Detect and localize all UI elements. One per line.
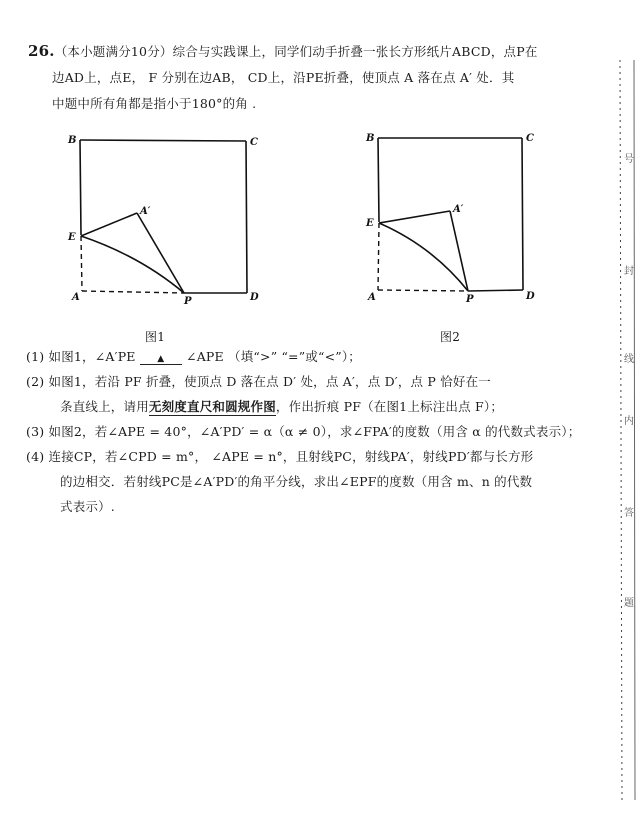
fig2-dashed-AP bbox=[378, 290, 468, 291]
fig1-dashed-AP bbox=[82, 291, 184, 293]
fig2-label-B: B bbox=[366, 133, 375, 144]
fig2-dashed-EA bbox=[378, 223, 379, 290]
q4-number: (4) bbox=[26, 449, 45, 464]
fig2-fold-EA1 bbox=[379, 211, 450, 223]
fig2-label-A: A bbox=[368, 292, 376, 303]
edge-mark-2: 封 bbox=[624, 266, 634, 277]
q3-number: (3) bbox=[26, 424, 45, 439]
q1-suffix: ∠APE （填“>” “=”或“<”）； bbox=[186, 349, 362, 364]
q2-number: (2) bbox=[26, 374, 45, 389]
figure-2-caption: 图2 bbox=[440, 330, 461, 344]
figure-1-caption: 图1 bbox=[145, 330, 166, 344]
figure-1 bbox=[60, 128, 270, 318]
fig2-label-P: P bbox=[466, 294, 474, 305]
q2-line-1: 如图1，若沿 PF 折叠，使顶点 D 落在点 D′ 处，点 A′，点 D′，点 P 恰好在一 bbox=[48, 374, 491, 389]
fig2-side-CD bbox=[522, 138, 523, 290]
q3-text: 如图2，若∠APE = 40°，∠A′PD′ = α（α ≠ 0），求∠FPA′的度数（用含 α 的代数式表示）； bbox=[48, 424, 581, 439]
q2-line-2-suffix: ，作出折痕 PF（在图1上标注出点 F）； bbox=[275, 399, 504, 414]
edge-mark-1: 号 bbox=[624, 154, 634, 165]
question-2 bbox=[26, 372, 491, 390]
fig2-side-BA-upper bbox=[378, 138, 379, 222]
q2-line-2-prefix: 条直线上，请用 bbox=[60, 399, 149, 414]
q1-answer-blank: ▲ bbox=[140, 354, 182, 365]
edge-mark-3: 线 bbox=[624, 354, 634, 365]
q1-number: (1) bbox=[26, 349, 45, 364]
problem-number: 26. bbox=[28, 42, 55, 60]
fig1-label-E: E bbox=[68, 232, 76, 243]
fig2-label-D: D bbox=[526, 291, 535, 302]
question-1 bbox=[26, 347, 361, 365]
q2-underlined-tools: 无刻度直尺和圆规作图 bbox=[148, 399, 276, 414]
fig2-label-E: E bbox=[366, 218, 374, 229]
problem-line-2: 边AD上，点E， F 分别在边AB， CD上，沿PE折叠，使顶点 A 落在点 A′ 处．其 bbox=[52, 70, 515, 85]
problem-header bbox=[28, 42, 538, 60]
fig1-side-CD bbox=[246, 141, 247, 293]
fig1-fold-A1P bbox=[137, 213, 184, 293]
binding-edge-line bbox=[612, 60, 638, 800]
edge-mark-5: 答 bbox=[624, 508, 634, 519]
edge-mark-4: 内 bbox=[624, 416, 634, 427]
q4-line-2: 的边相交．若射线PC是∠A′PD′的角平分线，求出∠EPF的度数（用含 m、n 的代数 bbox=[60, 474, 533, 489]
q4-line-3: 式表示）. bbox=[60, 499, 115, 514]
fig1-label-C: C bbox=[250, 137, 258, 148]
question-3 bbox=[26, 422, 580, 440]
fig1-side-BA-upper bbox=[80, 140, 81, 235]
q1-prefix: 如图1，∠A′PE bbox=[48, 349, 136, 364]
fig1-fold-EA1 bbox=[81, 213, 137, 236]
fig2-fold-A1P bbox=[450, 211, 468, 291]
fig1-label-A: A bbox=[72, 292, 80, 303]
fig1-label-D: D bbox=[250, 292, 259, 303]
fig1-side-BC bbox=[80, 140, 246, 141]
fig1-label-P: P bbox=[184, 296, 192, 307]
fig2-side-PD bbox=[468, 290, 523, 291]
fig2-label-A-prime: A′ bbox=[453, 204, 464, 215]
fig1-crease-EP bbox=[81, 236, 184, 293]
fig1-label-B: B bbox=[68, 135, 77, 146]
fig2-label-C: C bbox=[526, 133, 534, 144]
question-4 bbox=[26, 447, 533, 465]
q4-line-1: 连接CP，若∠CPD = m°， ∠APE = n°，且射线PC，射线PA′，射线PD′都与长方形 bbox=[48, 449, 534, 464]
fig1-dashed-EA bbox=[81, 236, 82, 291]
figure-2 bbox=[362, 128, 562, 318]
problem-intro: （本小题满分10分）综合与实践课上，同学们动手折叠一张长方形纸片ABCD，点P在 bbox=[54, 44, 538, 59]
problem-line-3: 中题中所有角都是指小于180°的角 . bbox=[52, 96, 257, 111]
edge-mark-6: 题 bbox=[624, 598, 634, 609]
q2-line-2 bbox=[60, 397, 503, 415]
fig1-label-A-prime: A′ bbox=[140, 206, 151, 217]
